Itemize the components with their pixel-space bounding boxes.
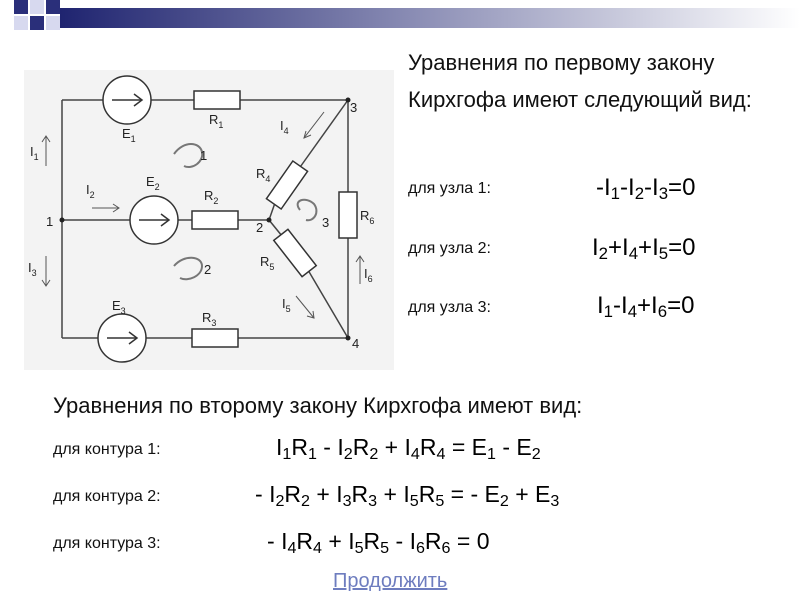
node-label-2: 2 [256,220,264,235]
label-r2: $R_2$ [204,188,219,206]
node1-equation: $-I_1-I_2-I_3=0$ [596,174,696,204]
node-label-3: 3 [350,100,358,115]
label-i1: $I_1$ [30,144,39,162]
loop-label-3: 3 [322,215,330,230]
resistor-r3 [192,329,238,347]
resistor-r2 [192,211,238,229]
label-i2: $I_2$ [86,182,95,200]
loop2-equation: - $I_2R_2 + I_3R_3 + I_5R_5$ = - $E_2 + E_3$ [255,481,560,511]
deco-square [30,16,44,30]
node2-label: для узла 2: [408,240,491,257]
node-dot [346,336,351,341]
deco-square [14,0,28,14]
loop3-label: для контура 3: [53,535,161,552]
node-dot [267,218,272,223]
deco-square [30,0,44,14]
circuit-diagram [24,70,394,370]
resistor-r6 [339,192,357,238]
label-e3: $E_3$ [112,298,126,316]
label-r5: $R_5$ [260,254,275,272]
label-i6: $I_6$ [364,266,373,284]
label-i5: $I_5$ [282,296,291,314]
node-dot [346,98,351,103]
label-i4: $I_4$ [280,118,289,136]
node-label-4: 4 [352,336,360,351]
deco-square [14,16,28,30]
label-i3: $I_3$ [28,260,37,278]
gradient-bar [60,8,800,28]
node2-equation: $I_2+I_4+I_5=0$ [592,234,696,264]
node1-label: для узла 1: [408,180,491,197]
label-r4: $R_4$ [256,166,271,184]
loop-label-2: 2 [204,262,212,277]
second-law-heading: Уравнения по второму закону Кирхгофа имеют вид: [53,393,583,418]
node-label-1: 1 [46,214,54,229]
deco-square [46,16,60,30]
loop1-equation: $I_1R_1 - I_2R_2 + I_4R_4 = E_1 - E_2$ [276,434,541,464]
resistor-r1 [194,91,240,109]
header-strip-graphic [0,0,800,34]
node3-label: для узла 3: [408,299,491,316]
loop1-label: для контура 1: [53,441,161,458]
loop3-equation: - $I_4R_4 + I_5R_5 - I_6R_6 = 0$ [267,528,490,558]
label-r6: $R_6$ [360,208,375,226]
header-strip [0,0,800,34]
node3-equation: $I_1-I_4+I_6=0$ [597,292,695,322]
label-e1: $E_1$ [122,126,136,144]
deco-square [46,0,60,14]
continue-link[interactable]: Продолжить [333,570,448,592]
label-r1: $R_1$ [209,112,224,130]
label-r3: $R_3$ [202,310,217,328]
first-law-heading: Уравнения по первому закону Кирхгофа имеют следующий вид: [408,50,752,112]
loop-label-1: 1 [200,148,208,163]
label-e2: $E_2$ [146,174,160,192]
node-dot [60,218,65,223]
loop2-label: для контура 2: [53,488,161,505]
